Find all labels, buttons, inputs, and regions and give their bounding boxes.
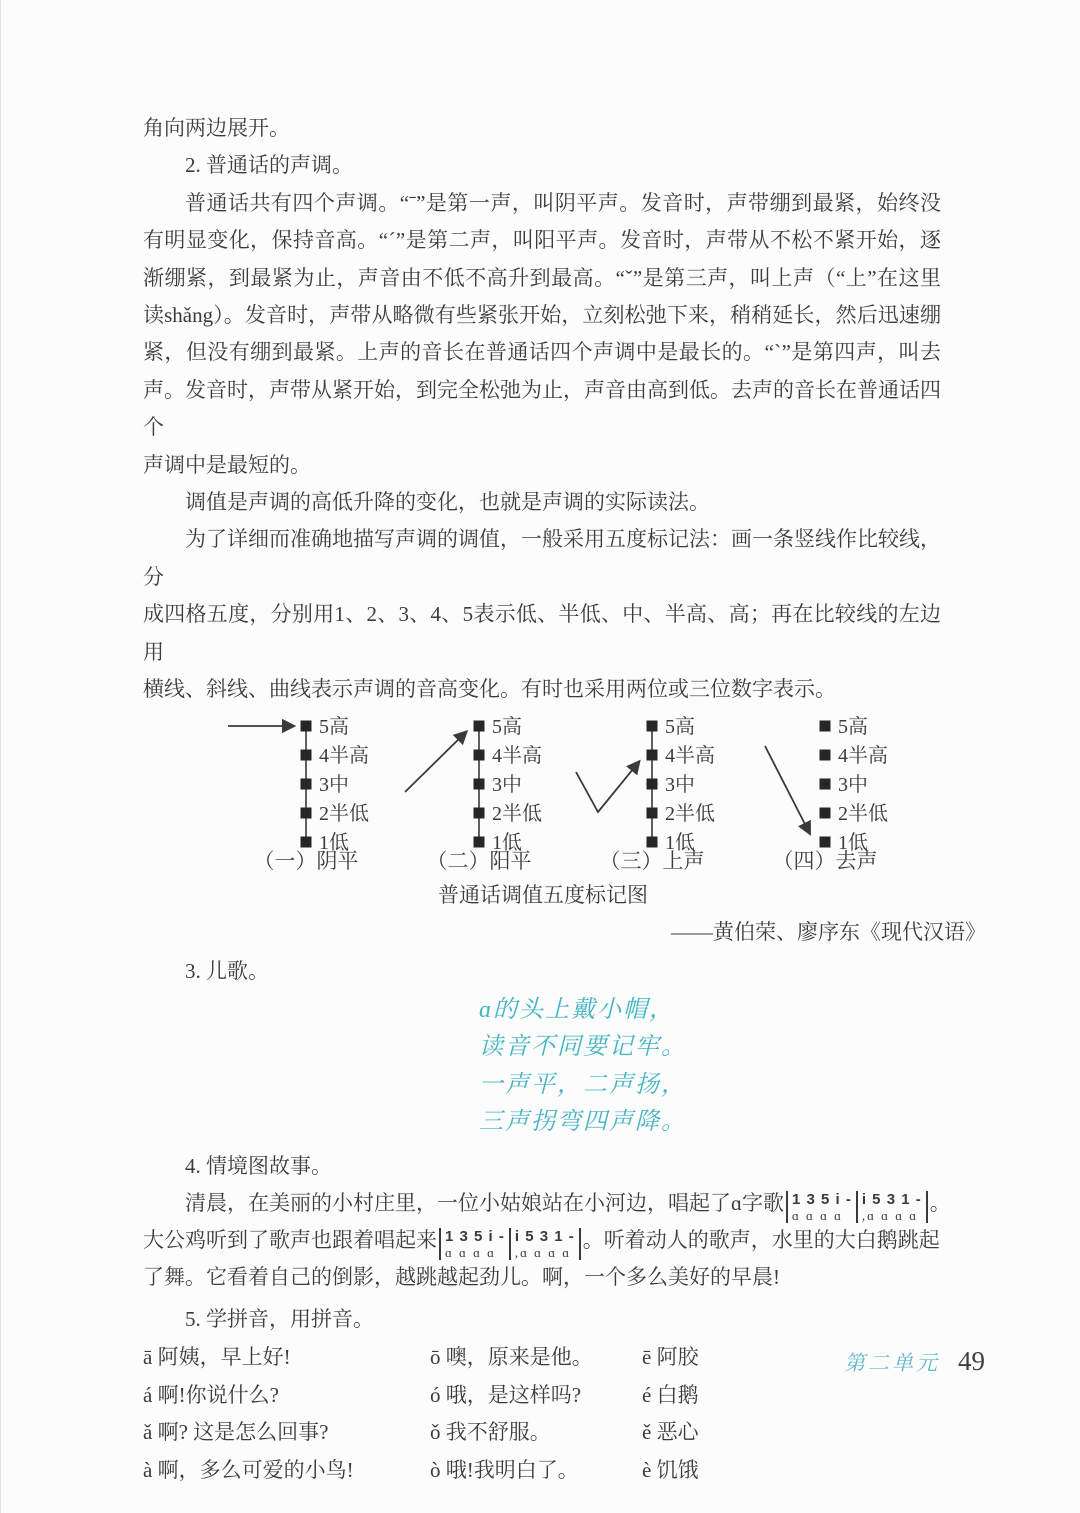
tone-level-label: 3中 (319, 773, 349, 796)
tone-level-marker (647, 749, 658, 760)
pinyin-cell: á 啊!你说什么? (143, 1382, 279, 1407)
tone-diagram-caption: （四）去声 (772, 848, 878, 873)
tone-level-label: 2半低 (319, 802, 369, 825)
story-block (143, 1186, 986, 1296)
tone-level-label: 4半高 (492, 744, 542, 767)
jianpu-notation (786, 1191, 928, 1223)
rhyme-line: 一声平，二声扬， (479, 1071, 687, 1098)
tone-level-marker (820, 720, 831, 731)
body-line: 渐绷紧，到最紧为止，声音由不低不高升到最高。“ˇ”是第三声，叫上声（“上”在这里 (143, 265, 941, 290)
story-text: 。 (929, 1190, 951, 1215)
body-line: 声调中是最短的。 (143, 452, 311, 477)
notation-measure (858, 1191, 926, 1223)
section-heading-2: 2. 普通话的声调。 (185, 153, 353, 178)
story-line: 了舞。它看着自己的倒影，越跳越起劲儿。啊，一个多么美好的早晨! (143, 1264, 780, 1289)
pinyin-cell: ā 阿姨，早上好! (143, 1345, 291, 1370)
jianpu-notation (439, 1228, 581, 1260)
tone-diagram-yinping-svg (226, 712, 399, 872)
tone-diagram-caption: （三）上声 (599, 848, 705, 873)
tone-level-marker (474, 807, 485, 818)
story-line (143, 1223, 986, 1260)
chart-title: 普通话调值五度标记图 (438, 882, 648, 907)
tone-diagram-qusheng (745, 712, 918, 872)
rhyme-line: 三声拐弯四声降。 (479, 1109, 687, 1135)
notation-lyrics: ɑ ɑ ɑ ɑ (791, 1207, 843, 1223)
tone-level-label: 5高 (838, 715, 868, 738)
pinyin-cell: à 啊，多么可爱的小鸟! (143, 1457, 354, 1482)
body-line: 成四格五度，分别用1、2、3、4、5表示低、半低、中、半高、高；再在比较线的左边用 (143, 602, 941, 664)
unit-label: 第二单元 (844, 1351, 940, 1375)
source-attribution: ——黄伯荣、廖序东《现代汉语》 (671, 919, 986, 944)
notation-numbers: 1 3 5 i - (791, 1190, 852, 1208)
tone-level-marker (301, 749, 312, 760)
body-line: 普通话共有四个声调。“ˉ”是第一声，叫阴平声。发音时，声带绷到最紧，始终没 (185, 190, 941, 215)
tone-level-label: 3中 (665, 773, 695, 796)
tone-diagram-yangping-svg (399, 712, 572, 872)
pinyin-cell: é 白鹅 (642, 1382, 699, 1407)
tone-diagram-caption: （一）阴平 (253, 848, 359, 873)
notation-measure (788, 1191, 856, 1223)
pinyin-cell: ē 阿胶 (642, 1345, 699, 1370)
body-line: 角向两边展开。 (143, 116, 290, 140)
page-number: 49 (958, 1346, 985, 1376)
notation-numbers: i 5 3 1 - (861, 1190, 922, 1208)
tone-level-label: 4半高 (319, 744, 369, 767)
tone-level-marker (820, 807, 831, 818)
rising-contour-arrow (405, 733, 465, 792)
pinyin-cell: ó 哦，是这样吗? (430, 1382, 582, 1407)
body-line: 有明显变化，保持音高。“ˊ”是第二声，叫阳平声。发音时，声带从不松不紧开始，逐 (143, 228, 941, 253)
notation-lyrics: ,ɑ ɑ ɑ ɑ (861, 1207, 919, 1223)
notation-lyrics: ɑ ɑ ɑ ɑ (445, 1244, 496, 1260)
tone-level-marker (647, 807, 658, 818)
tone-level-label: 2半低 (665, 802, 715, 825)
section-heading-4: 4. 情境图故事。 (185, 1153, 332, 1178)
body-text (143, 110, 941, 709)
tone-level-marker (647, 720, 658, 731)
pinyin-cell: ǒ 我不舒服。 (430, 1420, 551, 1445)
tone-level-marker (820, 836, 831, 847)
story-line (143, 1186, 986, 1223)
tone-level-marker (301, 778, 312, 789)
tone-level-label: 1低 (492, 831, 522, 854)
tone-level-marker (474, 778, 485, 789)
tone-level-label: 3中 (492, 773, 522, 796)
tone-level-label: 5高 (665, 715, 695, 738)
tone-level-label: 5高 (492, 715, 522, 738)
body-line: 横线、斜线、曲线表示声调的音高变化。有时也采用两位或三位数字表示。 (143, 677, 836, 702)
rhyme-line: ɑ的头上戴小帽， (479, 996, 675, 1023)
tone-diagram-shangsheng-svg (572, 712, 745, 872)
notation-numbers: 1 3 5 i - (445, 1227, 505, 1245)
tone-level-label: 2半低 (838, 802, 888, 825)
tone-level-label: 1低 (319, 831, 349, 854)
tone-diagram-caption: （二）阳平 (426, 848, 532, 873)
falling-contour-arrow (765, 746, 809, 832)
tone-diagram-shangsheng (572, 712, 745, 872)
pinyin-cell: è 饥饿 (642, 1457, 699, 1482)
tone-level-marker (301, 720, 312, 731)
rhyme-line: 读音不同要记牢。 (479, 1034, 687, 1060)
tone-level-marker (820, 778, 831, 789)
section-heading-3: 3. 儿歌。 (185, 958, 269, 983)
notation-barline (926, 1191, 928, 1223)
notation-measure (441, 1228, 509, 1260)
rhyme-block (479, 992, 986, 1142)
tone-level-label: 3中 (838, 773, 868, 796)
tone-level-label: 1低 (665, 831, 695, 854)
tone-level-label: 4半高 (665, 744, 715, 767)
body-line: 紧，但没有绷到最紧。上声的音长在普通话四个声调中是最长的。“ˋ”是第四声，叫去 (143, 340, 941, 365)
body-line: 读shǎng）。发音时，声带从略微有些紧张开始，立刻松弛下来，稍稍延长，然后迅速绷 (143, 303, 941, 328)
pinyin-cell: ě 恶心 (642, 1420, 699, 1445)
tone-level-marker (474, 836, 485, 847)
section-heading-5: 5. 学拼音，用拼音。 (185, 1307, 374, 1332)
body-line: 为了详细而准确地描写声调的调值，一般采用五度标记法：画一条竖线作比较线，分 (143, 527, 941, 589)
body-line: 声。发音时，声带从紧开始，到完全松弛为止，声音由高到低。去声的音长在普通话四个 (143, 377, 941, 440)
story-text: 大公鸡听到了歌声也跟着唱起来 (143, 1227, 437, 1252)
tone-level-label: 2半低 (492, 802, 542, 825)
tone-level-marker (647, 836, 658, 847)
tone-level-marker (301, 836, 312, 847)
tone-level-label: 5高 (319, 715, 349, 738)
notation-numbers: i 5 3 1 - (514, 1227, 575, 1245)
page-content (143, 110, 986, 1489)
page-footer (844, 1346, 985, 1377)
story-text: 。听着动人的歌声，水里的大白鹅跳起 (582, 1227, 940, 1252)
tone-diagram-qusheng-svg (745, 712, 918, 872)
tone-level-label: 1低 (838, 831, 868, 854)
pinyin-cell: ò 哦!我明白了。 (430, 1457, 579, 1482)
tone-level-marker (474, 749, 485, 760)
story-text: 清晨，在美丽的小村庄里，一位小姑娘站在小河边，唱起了ɑ字歌 (185, 1190, 784, 1215)
tone-level-marker (647, 778, 658, 789)
tone-level-marker (820, 749, 831, 760)
tone-diagram-yangping (399, 712, 572, 872)
tone-diagram-yinping (226, 712, 399, 872)
tone-level-marker (474, 720, 485, 731)
notation-barline (579, 1228, 581, 1260)
fall-rise-contour-arrow (576, 763, 638, 812)
pinyin-cell: ō 噢，原来是他。 (430, 1345, 593, 1370)
tone-value-diagram (226, 712, 986, 872)
body-line: 调值是声调的高低升降的变化，也就是声调的实际读法。 (185, 490, 710, 515)
tone-level-marker (301, 807, 312, 818)
notation-measure (511, 1228, 579, 1260)
notation-lyrics: ,ɑ ɑ ɑ ɑ (514, 1244, 572, 1260)
pinyin-cell: ǎ 啊? 这是怎么回事? (143, 1420, 329, 1445)
tone-level-label: 4半高 (838, 744, 888, 767)
